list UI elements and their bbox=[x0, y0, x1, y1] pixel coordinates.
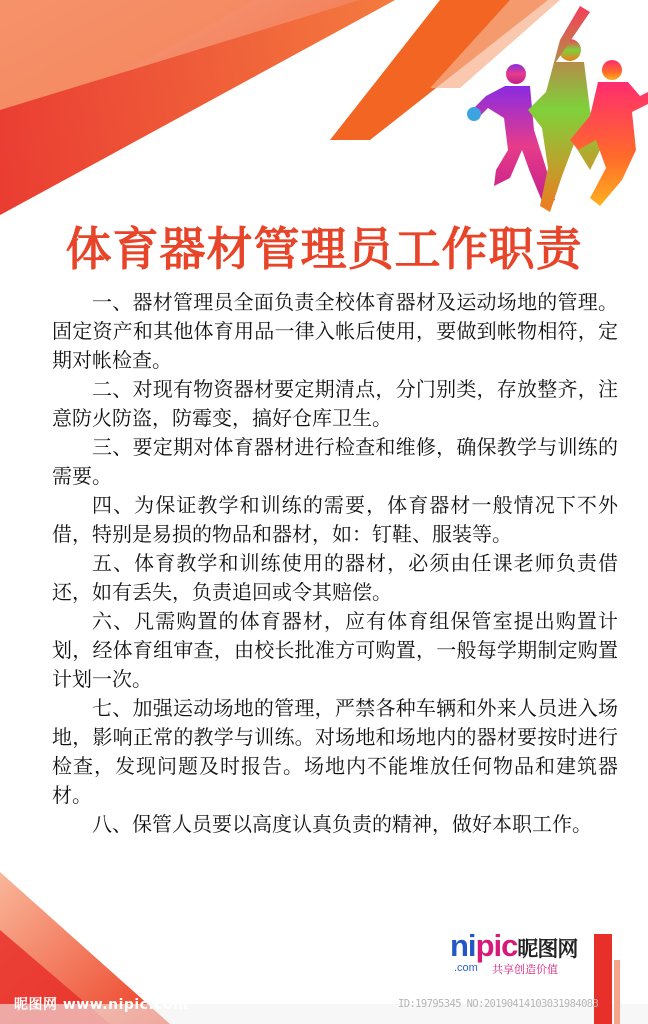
logo-pic: pic bbox=[475, 928, 518, 963]
duty-paragraph-4: 四、为保证教学和训练的需要，体育器材一般情况下不外借，特别是易损的物品和器材，如：钉鞋、服装等。 bbox=[52, 493, 618, 546]
logo-domain: .com bbox=[454, 962, 478, 974]
duty-paragraph-6: 六、凡需购置的体育器材，应有体育组保管室提出购置计划，经体育组审查，由校长批准方可购置，一般每学期制定购置计划一次。 bbox=[52, 609, 618, 691]
logo-cn: 昵图网 bbox=[517, 937, 578, 961]
page-title: 体育器材管理员工作职责 bbox=[65, 222, 583, 276]
watermark-id: ID:19795345 NO:20190414103031984083 bbox=[398, 998, 599, 1010]
duty-paragraph-5: 五、体育教学和训练使用的器材，必须由任课老师负责借还，如有丢失，负责追回或令其赔偿。 bbox=[52, 551, 618, 604]
logo-slogan: 共享创造价值 bbox=[492, 963, 558, 976]
duty-paragraph-2: 二、对现有物资器材要定期清点，分门别类，存放整齐，注意防火防盗，防霉变，搞好仓库卫生。 bbox=[52, 377, 618, 430]
duty-list bbox=[52, 288, 618, 839]
duty-paragraph-8: 八、保管人员要以高度认真负责的精神，做好本职工作。 bbox=[92, 812, 592, 836]
logo-wordmark bbox=[450, 928, 577, 964]
duty-paragraph-3: 三、要定期对体育器材进行检查和维修，确保教学与训练的需要。 bbox=[52, 435, 618, 488]
duty-paragraph-1: 一、器材管理员全面负责全校体育器材及运动场地的管理。固定资产和其他体育用品一律入帐后使用，要做到帐物相符，定期对帐检查。 bbox=[52, 290, 618, 372]
duty-paragraph-7: 七、加强运动场地的管理，严禁各种车辆和外来人员进入场地，影响正常的教学与训练。对场地和场地内的器材要按时进行检查，发现问题及时报告。场地内不能堆放任何物品和建筑器材。 bbox=[52, 696, 618, 807]
watermark-site: 昵图网 www.nipic.com bbox=[14, 997, 189, 1013]
logo-ni: ni bbox=[450, 928, 476, 963]
nipic-logo bbox=[450, 928, 620, 978]
